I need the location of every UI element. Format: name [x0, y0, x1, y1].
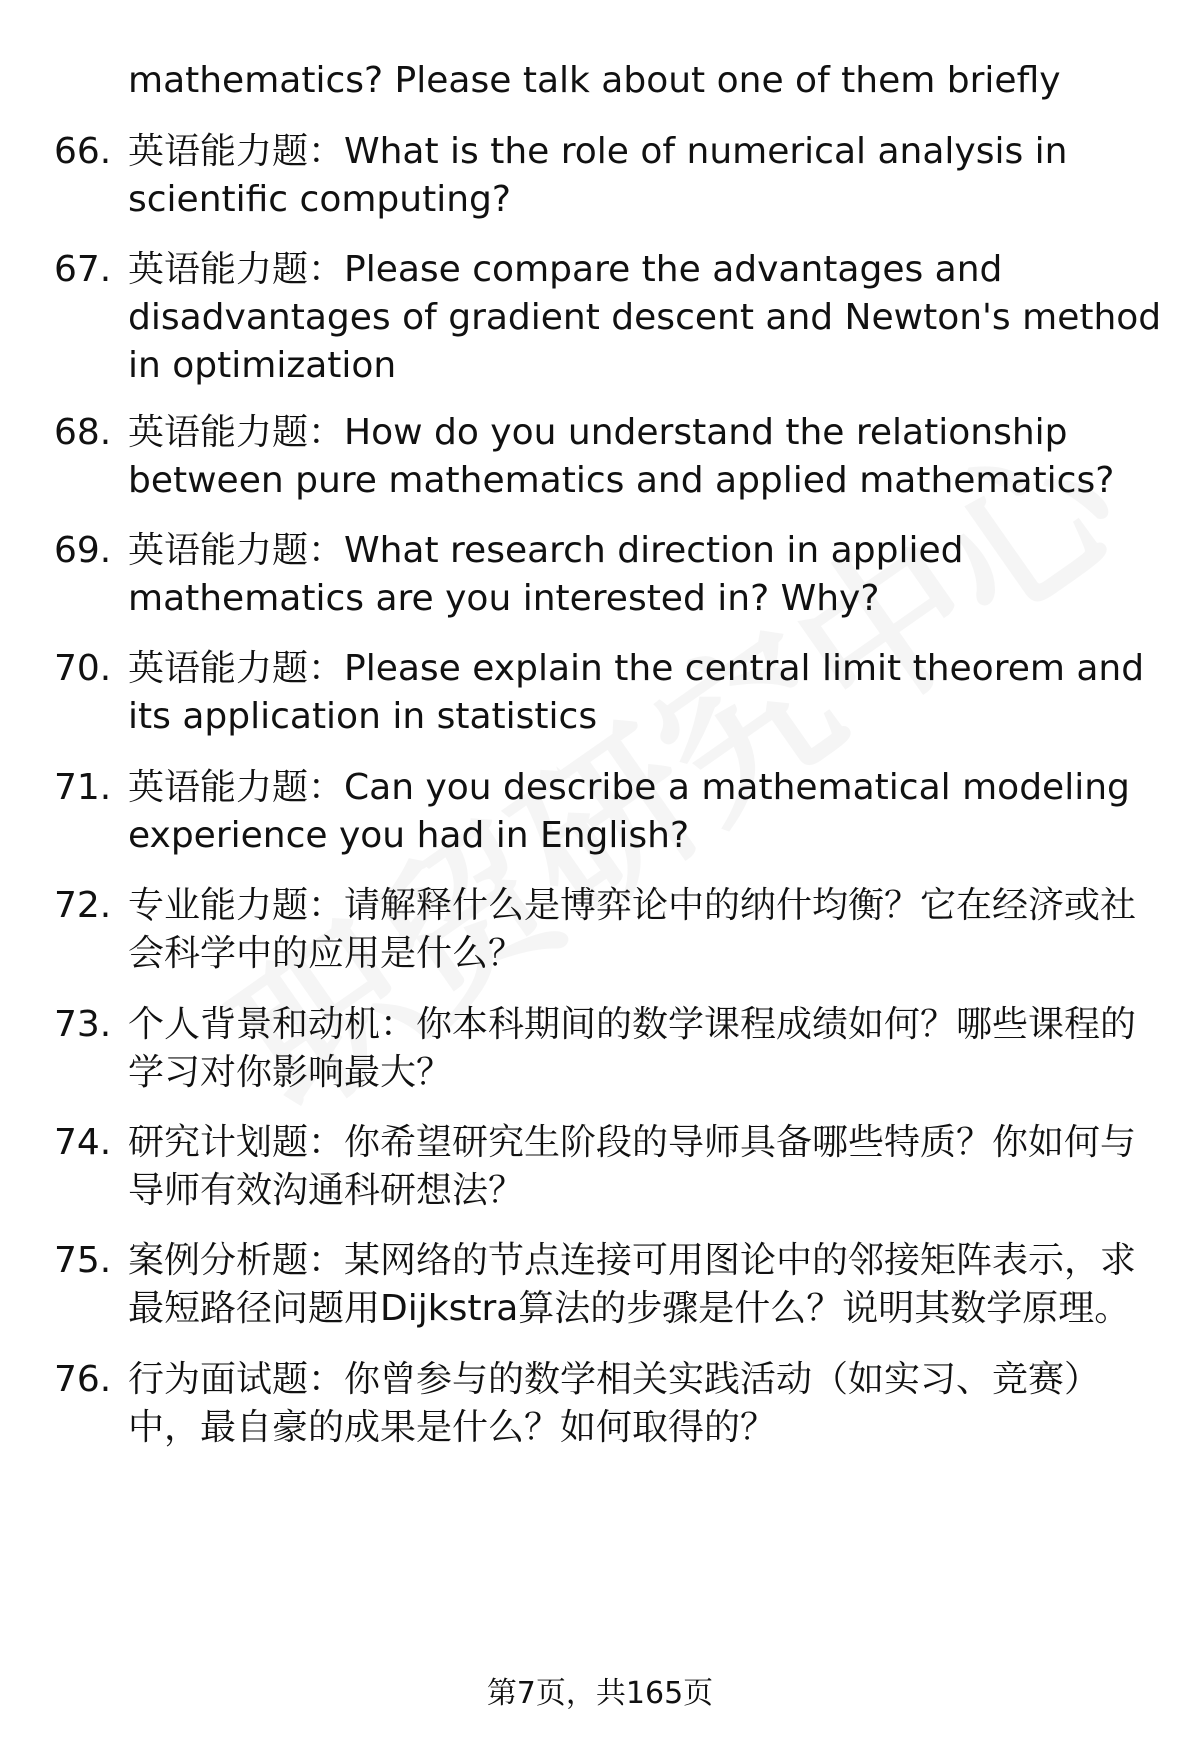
question-number: 73. [54, 1004, 112, 1045]
question-text: 英语能力题：What is the role of numerical analysis in scientific computing? [128, 131, 1068, 220]
page-number-footer: 第7页，共165页 [486, 1676, 714, 1711]
question-number: 70. [54, 648, 112, 689]
question-text: 英语能力题：What research direction in applied mathematics are you interested in? Why? [128, 530, 964, 619]
question-number: 74. [54, 1122, 112, 1163]
question-number: 75. [54, 1240, 112, 1281]
question-number: 66. [54, 131, 112, 172]
question-text: 英语能力题：Please compare the advantages and disadvantages of gradient descent and Newton's method in optimization [128, 249, 1162, 386]
previous-question-continuation: mathematics? Please talk about one of them briefly [128, 60, 1061, 101]
question-text: 研究计划题：你希望研究生阶段的导师具备哪些特质？你如何与导师有效沟通科研想法？ [128, 1122, 1137, 1211]
question-text: 个人背景和动机：你本科期间的数学课程成绩如何？哪些课程的学习对你影响最大？ [128, 1004, 1137, 1093]
question-text: 专业能力题：请解释什么是博弈论中的纳什均衡？它在经济或社会科学中的应用是什么？ [128, 885, 1137, 974]
question-number: 68. [54, 412, 112, 453]
question-number: 76. [54, 1359, 112, 1400]
question-text: 英语能力题：How do you understand the relationship between pure mathematics and applied mathematics? [128, 412, 1115, 501]
question-number: 69. [54, 530, 112, 571]
question-number: 71. [54, 767, 112, 808]
question-text: 英语能力题：Please explain the central limit theorem and its application in statistics [128, 648, 1145, 737]
question-number: 72. [54, 885, 112, 926]
question-number: 67. [54, 249, 112, 290]
question-text: 行为面试题：你曾参与的数学相关实践活动（如实习、竞赛）中，最自豪的成果是什么？如何取得的？ [128, 1359, 1101, 1448]
question-text: 英语能力题：Can you describe a mathematical modeling experience you had in English? [128, 767, 1130, 856]
question-text: 案例分析题：某网络的节点连接可用图论中的邻接矩阵表示，求最短路径问题用Dijkstra算法的步骤是什么？说明其数学原理。 [128, 1240, 1137, 1329]
